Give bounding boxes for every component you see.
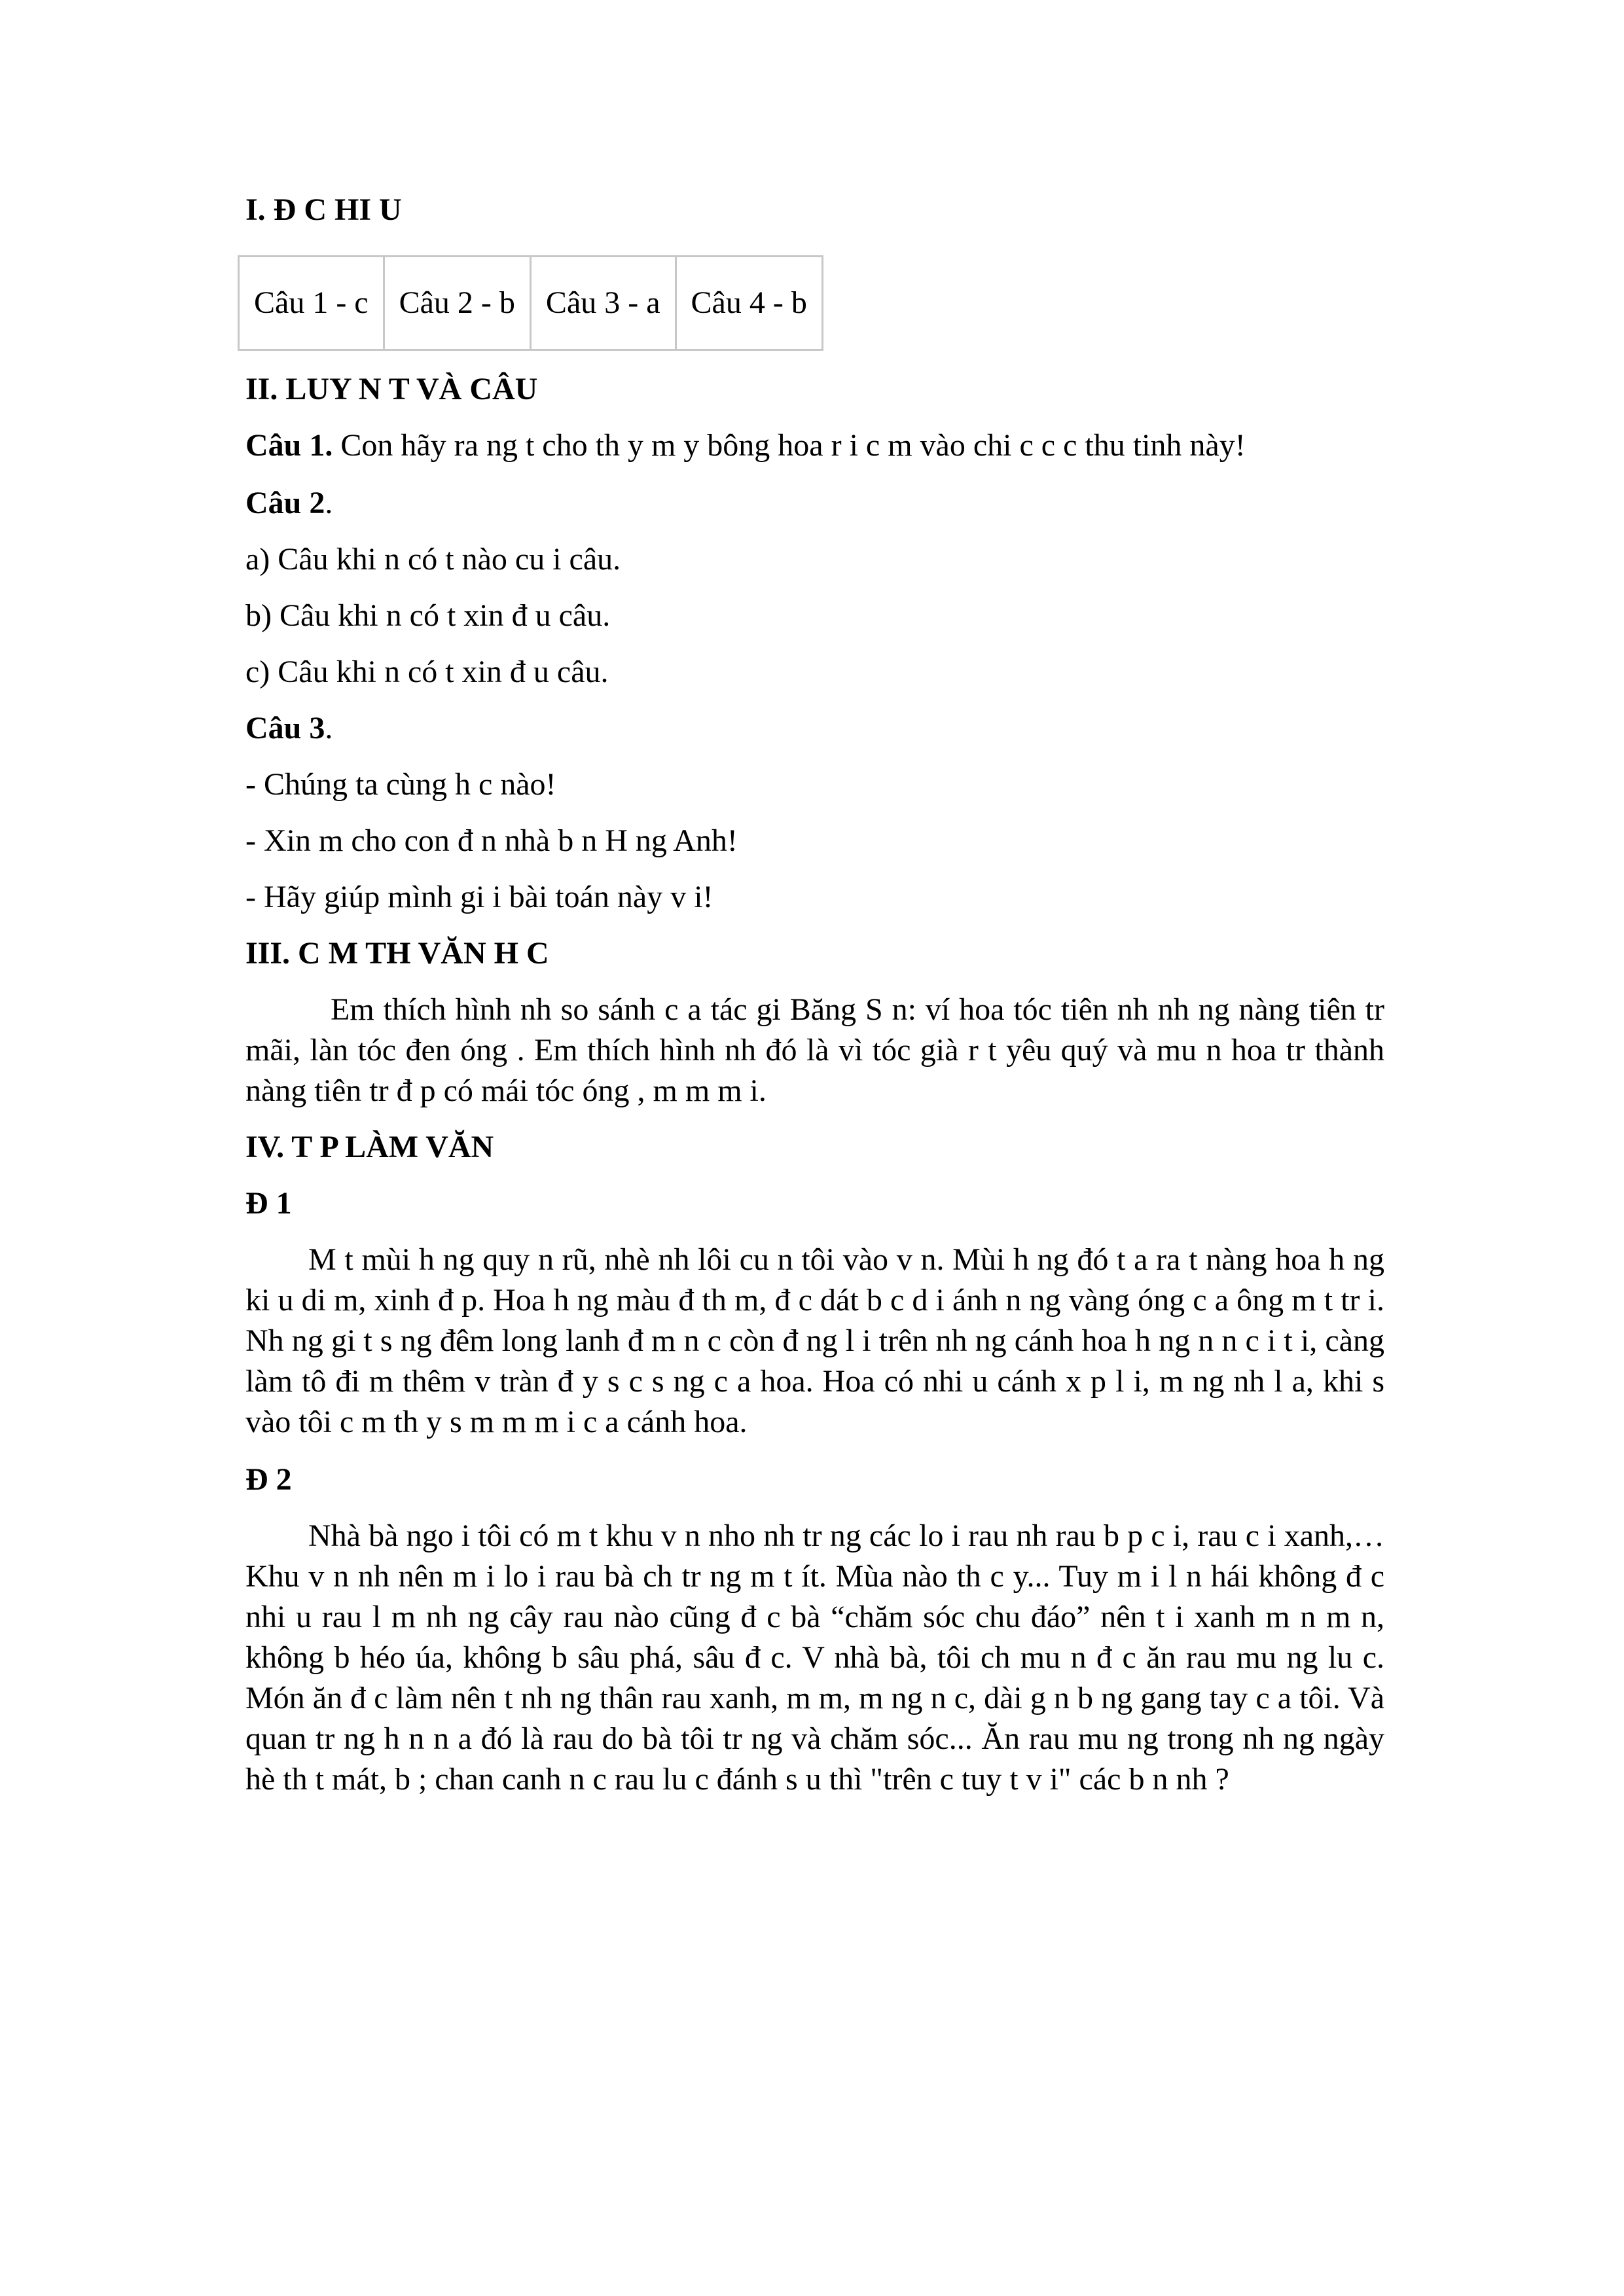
- document-page: [245, 190, 1384, 1800]
- cau2-c: c) Câu khi n có t xin đ u câu.: [245, 655, 609, 689]
- cau2-label: Câu 2: [245, 486, 325, 520]
- section-3-paragraph: Em thích hình nh so sánh c a tác gi Băng S n: ví hoa tóc tiên nh nh ng nàng tiên tr mãi, làn tóc đen óng . Em thích hình nh đó là vì tóc già r t yêu quý và mu n hoa tr thành nàng tiên tr đ p có mái tóc óng , m m m i.: [245, 992, 1384, 1108]
- cau3-line-3: - Hãy giúp mình gi i bài toán này v i!: [245, 880, 713, 914]
- section-4-title: IV. T P LÀM VĂN: [245, 1130, 494, 1164]
- cau2-b: b) Câu khi n có t xin đ u câu.: [245, 598, 611, 633]
- de-2-paragraph: Nhà bà ngo i tôi có m t khu v n nho nh tr ng các lo i rau nh rau b p c i, rau c i xanh,… Khu v n nh nên m i lo i rau bà ch tr ng m t ít. Mùa nào th c y... Tuy m i l n hái không đ c nhi u rau l m nh ng cây rau nào cũng đ c bà “chăm sóc chu đáo” nên t i xanh m n m n, không b héo úa, không b sâu phá, sâu đ c. V nhà bà, tôi ch mu n đ c ăn rau mu ng lu c. Món ăn đ c làm nên t nh ng thân rau xanh, m m, m ng n c, dài g n b ng gang tay c a tôi. Và quan tr ng h n n a đó là rau do bà tôi tr ng và chăm sóc... Ăn rau mu ng trong nh ng ngày hè th t mát, b ; chan canh n c rau lu c đánh s u thì "trên c tuy t v i" các b n nh ?: [245, 1518, 1384, 1797]
- de-2-title: Đ 2: [245, 1462, 292, 1497]
- cau2-a: a) Câu khi n có t nào cu i câu.: [245, 542, 621, 577]
- answer-cell-3: Câu 3 - a: [530, 257, 676, 350]
- de-1-paragraph: M t mùi h ng quy n rũ, nhè nh lôi cu n tôi vào v n. Mùi h ng đó t a ra t nàng hoa h ng ki u di m, xinh đ p. Hoa h ng màu đ th m, đ c dát b c d i ánh n ng vàng óng c a ông m t tr i. Nh ng gi t s ng đêm long lanh đ m n c còn đ ng l i trên nh ng cánh hoa h ng n n c i t i, càng làm tô đi m thêm v tràn đ y s c s ng c a hoa. Hoa có nhi u cánh x p l i, m ng nh l a, khi s vào tôi c m th y s m m m i c a cánh hoa.: [245, 1242, 1384, 1439]
- answer-cell-1: Câu 1 - c: [239, 257, 384, 350]
- section-2-title: II. LUY N T VÀ CÂU: [245, 372, 538, 406]
- table-row: [239, 257, 823, 350]
- cau1-paragraph: [245, 425, 1384, 466]
- section-1-title: I. Đ C HI U: [245, 192, 402, 227]
- answer-cell-4: Câu 4 - b: [676, 257, 822, 350]
- cau1-label: Câu 1.: [245, 428, 333, 463]
- cau3-label: Câu 3: [245, 711, 325, 745]
- answer-table: [238, 255, 823, 351]
- section-3-title: III. C M TH VĂN H C: [245, 936, 549, 971]
- de-1-title: Đ 1: [245, 1186, 292, 1221]
- cau3-heading: Câu 3.: [245, 711, 333, 745]
- cau3-line-1: - Chúng ta cùng h c nào!: [245, 767, 556, 802]
- cau3-line-2: - Xin m cho con đ n nhà b n H ng Anh!: [245, 823, 738, 858]
- cau2-heading: Câu 2.: [245, 486, 333, 520]
- cau1-text: Con hãy ra ng t cho th y m y bông hoa r i c m vào chi c c c thu tinh này!: [333, 428, 1246, 463]
- answer-cell-2: Câu 2 - b: [384, 257, 530, 350]
